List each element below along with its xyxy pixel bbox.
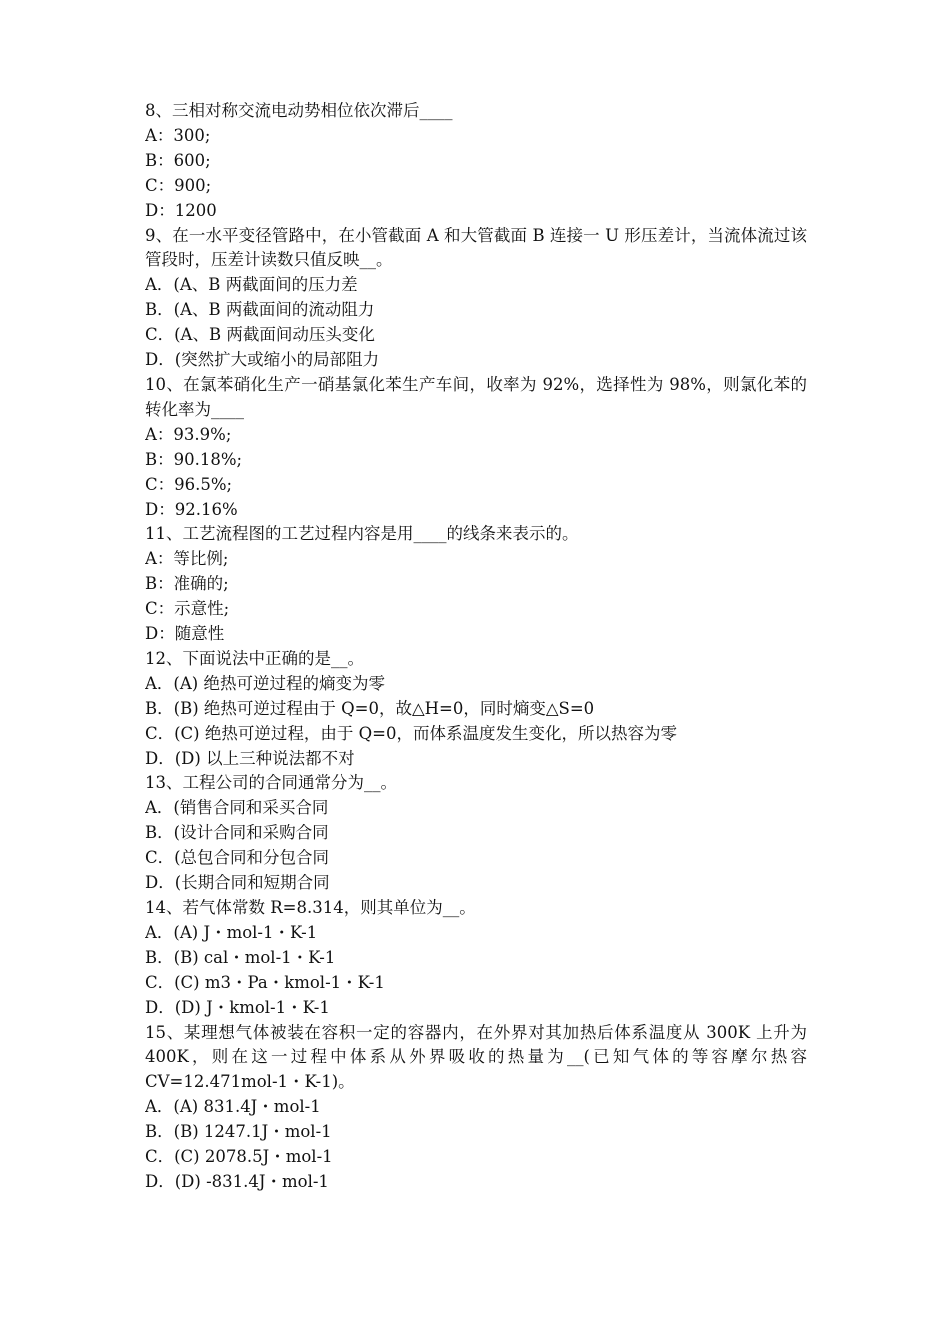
question-stem: 15、某理想气体被装在容积一定的容器内，在外界对其加热后体系温度从 300K 上升为 400K，则在这一过程中体系从外界吸收的热量为__(已知气体的等容摩尔热容 CV=12.471mol-1・K-1)。 (145, 1022, 807, 1092)
option-d: D．(D) -831.4J・mol-1 (145, 1171, 329, 1191)
option-a: A：93.9%; (145, 424, 232, 444)
question-15 (145, 1021, 807, 1195)
option-d: D：1200 (145, 200, 217, 220)
option-d: D．(长期合同和短期合同 (145, 873, 330, 893)
option-a: A．(A) J・mol-1・K-1 (145, 922, 318, 942)
option-c: C．(A、B 两截面间动压头变化 (145, 325, 375, 345)
option-c: C．(C) 2078.5J・mol-1 (145, 1147, 333, 1167)
question-stem: 12、下面说法中正确的是__。 (145, 648, 364, 668)
question-10 (145, 373, 807, 522)
option-b: B．(B) 绝热可逆过程由于 Q=0，故△H=0，同时熵变△S=0 (145, 698, 595, 718)
option-c: C：900; (145, 175, 212, 195)
option-b: B．(B) cal・mol-1・K-1 (145, 947, 336, 967)
question-stem: 8、三相对称交流电动势相位依次滞后____ (145, 101, 453, 120)
question-13 (145, 771, 807, 896)
option-a: A．(A、B 两截面间的压力差 (145, 275, 358, 295)
option-c: C：96.5%; (145, 474, 233, 494)
question-11 (145, 522, 807, 647)
option-c: C．(总包合同和分包合同 (145, 848, 330, 868)
option-a: A：300; (145, 125, 211, 145)
question-stem: 14、若气体常数 R=8.314，则其单位为__。 (145, 898, 476, 917)
question-stem: 9、在一水平变径管路中，在小管截面 A 和大管截面 B 连接一 U 形压差计，当流体流过该管段时，压差计读数只值反映__。 (145, 225, 807, 270)
option-d: D．(D) 以上三种说法都不对 (145, 748, 355, 768)
option-a: A．(A) 绝热可逆过程的熵变为零 (145, 673, 385, 693)
option-c: C：示意性; (145, 599, 230, 619)
option-c: C．(C) m3・Pa・kmol-1・K-1 (145, 972, 385, 992)
option-b: B．(A、B 两截面间的流动阻力 (145, 300, 375, 320)
option-a: A：等比例; (145, 549, 229, 569)
option-b: B．(B) 1247.1J・mol-1 (145, 1122, 332, 1142)
option-b: B：准确的; (145, 574, 229, 594)
option-c: C．(C) 绝热可逆过程，由于 Q=0，而体系温度发生变化，所以热容为零 (145, 723, 677, 743)
option-a: A．(A) 831.4J・mol-1 (145, 1097, 321, 1117)
question-stem: 10、在氯苯硝化生产一硝基氯化苯生产车间，收率为 92%，选择性为 98%，则氯化苯的转化率为____ (145, 374, 807, 419)
option-d: D：随意性 (145, 624, 225, 644)
question-14 (145, 896, 807, 1021)
option-b: B：90.18%; (145, 449, 243, 469)
question-stem: 11、工艺流程图的工艺过程内容是用____的线条来表示的。 (145, 524, 579, 544)
question-stem: 13、工程公司的合同通常分为__。 (145, 773, 397, 793)
option-b: B．(设计合同和采购合同 (145, 823, 329, 843)
option-d: D．(D) J・kmol-1・K-1 (145, 997, 330, 1017)
document-page (145, 99, 807, 1195)
question-8 (145, 99, 807, 224)
option-b: B：600; (145, 150, 211, 170)
option-d: D：92.16% (145, 499, 238, 519)
option-d: D．(突然扩大或缩小的局部阻力 (145, 350, 380, 370)
option-a: A．(销售合同和采买合同 (145, 798, 329, 818)
question-12 (145, 647, 807, 772)
question-9 (145, 224, 807, 373)
